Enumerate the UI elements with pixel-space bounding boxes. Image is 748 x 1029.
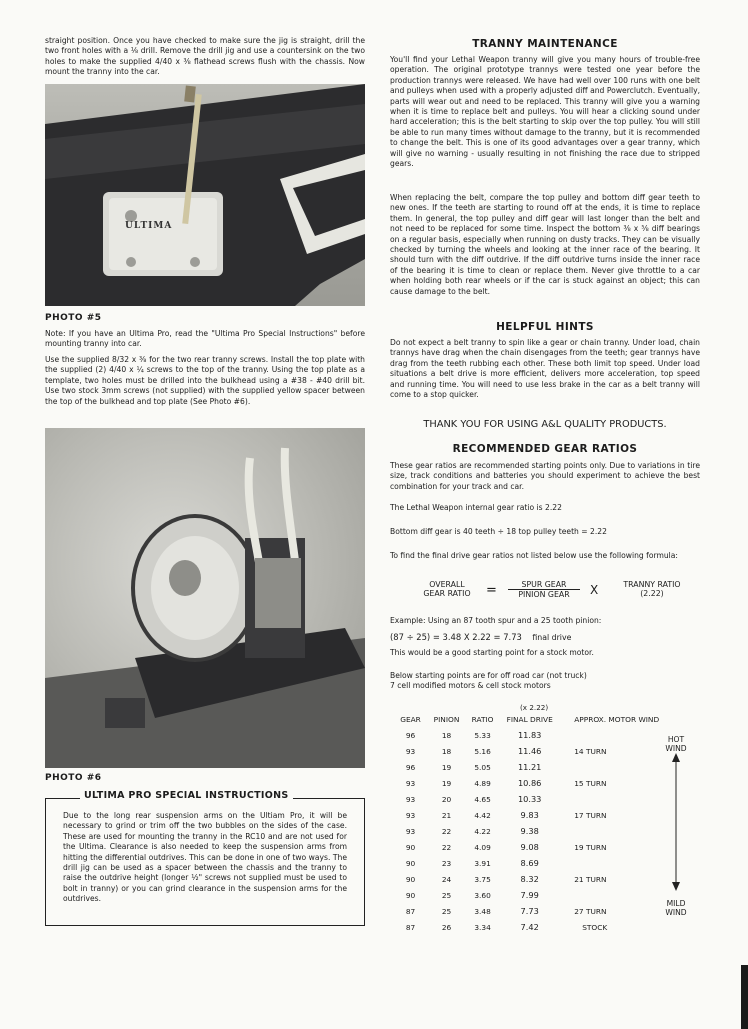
formula-tranny-ratio: TRANNY RATIO (623, 580, 681, 589)
formula-overall: OVERALL (429, 580, 465, 589)
pinion-cell: 18 (441, 730, 452, 740)
final-drive-cell: 7.42 (520, 922, 539, 932)
gear-ratios-intro: These gear ratios are recommended starting points only. Due to variations in tire size, track conditions and batteries you should experiment to achieve the best combination for your track and car. (390, 461, 700, 491)
motor-wind-cell (560, 759, 714, 775)
bottom-calc-line: Bottom diff gear is 40 teeth ÷ 18 top pulley teeth = 2.22 (390, 527, 607, 536)
final-drive-cell: 10.86 (517, 778, 542, 788)
below-note-2: 7 cell modified motors & cell stock motors (390, 681, 551, 690)
header-gear: GEAR (400, 714, 421, 724)
example-calc-value: (87 ÷ 25) = 3.48 X 2.22 = 7.73 (390, 632, 522, 642)
intro-paragraph: straight position. Once you have checked to make sure the jig is straight, drill the two front holes with a ⅛ drill. Remove the drill jig and use a countersink on the two holes to make the supplied 4/40 x ⅜ flathead screws flush with the chassis. Now mount the tranny into the car. (45, 36, 365, 77)
example-calc (390, 632, 571, 642)
photo-6 (45, 428, 365, 768)
mild-wind-top: MILD (666, 899, 686, 908)
motor-wind-cell (560, 791, 714, 807)
ratio-cell: 4.42 (474, 810, 491, 820)
final-drive-cell: 8.69 (520, 858, 539, 868)
special-instructions-title: ULTIMA PRO SPECIAL INSTRUCTIONS (80, 790, 293, 801)
example-calc-suffix: final drive (532, 633, 572, 642)
motor-wind-cell: 27 TURN (574, 906, 607, 916)
internal-ratio-line: The Lethal Weapon internal gear ratio is 2.22 (390, 503, 562, 512)
formula-pinion-gear: PINION GEAR (518, 590, 570, 599)
hot-wind-label (656, 735, 696, 753)
tranny-paragraph-1: You'll find your Lethal Weapon tranny will give you many hours of trouble-free operation. The original prototype trannys were tested one year before the production trannys were released. We have had well over 100 runs with one belt and pulleys when used with a properly adjusted diff and Powerclutch. Eventually, parts will wear out and need to be replaced. This tranny will give you a warning when it is time to replace belt and pulleys. You will hear a clicking sound under hard acceleration; this is the belt starting to skip over the top pulley. You will still be able to run many times without damage to the tranny, but it is recommended to change the belt. This is one of its good advantages over a gear tranny, which will give no warning - usually resulting in not finishing the race due to stripped gears. (390, 55, 700, 169)
formula-times: X (590, 583, 599, 597)
gear-cell: 87 (405, 922, 416, 932)
gear-cell: 93 (405, 746, 416, 756)
gear-cell: 87 (405, 906, 416, 916)
gear-cell: 93 (405, 778, 416, 788)
motor-wind-cell: 17 TURN (574, 810, 607, 820)
tranny-maintenance-title: TRANNY MAINTENANCE (472, 38, 618, 50)
gear-cell: 93 (405, 794, 416, 804)
pinion-cell: 20 (441, 794, 452, 804)
wind-arrow (666, 752, 686, 892)
hot-wind-bottom: WIND (665, 744, 687, 753)
gear-table-header (394, 711, 714, 727)
install-paragraph: Use the supplied 8/32 x ⅜ for the two rear tranny screws. Install the top plate with the supplied (2) 4/40 x ¼ screws to the top of the tranny. Using the top plate as a template, two holes must be drilled into the bulkhead using a #38 - #40 drill bit. Use two stock 3mm screws (not supplied) with the supplied yellow spacer between the top of the bulkhead and top plate (See Photo #6). (45, 355, 365, 406)
photo-5-caption: PHOTO #5 (45, 313, 102, 323)
ratio-cell: 4.22 (474, 826, 491, 836)
ratio-cell: 4.89 (474, 778, 491, 788)
pinion-cell: 22 (441, 826, 452, 836)
page-edge-strip (741, 965, 748, 1029)
gear-cell: 90 (405, 874, 416, 884)
header-ratio: RATIO (471, 714, 494, 724)
formula-spur-gear: SPUR GEAR (508, 580, 580, 590)
photo-6-image (45, 428, 365, 768)
ultima-badge: ULTIMA (125, 221, 173, 231)
formula-gear-ratio: GEAR RATIO (423, 589, 471, 598)
final-drive-cell: 11.83 (517, 730, 542, 740)
pinion-cell: 26 (441, 922, 452, 932)
motor-wind-cell (560, 855, 714, 871)
gear-ratios-title: RECOMMENDED GEAR RATIOS (452, 443, 638, 455)
final-drive-cell: 7.73 (520, 906, 539, 916)
stock-note: This would be a good starting point for a stock motor. (390, 648, 594, 657)
header-motor-wind: APPROX. MOTOR WIND (574, 714, 660, 724)
pinion-cell: 25 (441, 906, 452, 916)
mild-wind-label (656, 899, 696, 917)
gear-cell: 90 (405, 842, 416, 852)
ratio-cell: 5.16 (474, 746, 491, 756)
special-instructions-body: Due to the long rear suspension arms on the Ultiam Pro, it will be necessary to grind or trim off the two bubbles on the sides of the case. These are used for mounting the tranny in the RC10 and are not used for the Ultima. Clearance is also needed to keep the suspension arms from hitting the differential outdrives. This can be done in one of two ways. The drill jig can be used as a spacer between the chassis and the tranny to raise the outdrive height (longer ½" screws not supplied must be used to bolt in tranny) or you can grind clearance in the suspension arms for the outdrives. (63, 811, 347, 904)
motor-wind-cell (560, 823, 714, 839)
photo-5 (45, 84, 365, 306)
pinion-cell: 24 (441, 874, 452, 884)
ratio-cell: 5.33 (474, 730, 491, 740)
gear-cell: 90 (405, 858, 416, 868)
final-drive-cell: 9.83 (520, 810, 539, 820)
helpful-hints-title: HELPFUL HINTS (496, 321, 594, 333)
formula-equals: = (486, 583, 497, 598)
ratio-cell: 3.60 (474, 890, 491, 900)
header-final-drive: FINAL DRIVE (506, 714, 553, 724)
note-paragraph: Note: If you have an Ultima Pro, read the "Ultima Pro Special Instructions" before mounting tranny into car. (45, 329, 365, 349)
helpful-hints-paragraph: Do not expect a belt tranny to spin like a gear or chain tranny. Under load, chain trannys have drag when the chain disengages from the teeth; gear trannys have drag from the teeth rubbing each other. These both limit top speed. Under load situations a belt drive is more efficient, delivers more acceleration, top speed and running time. You will need to use less brake in the car as a belt tranny will come to a stop quicker. (390, 338, 700, 400)
photo-6-caption: PHOTO #6 (45, 773, 102, 783)
gear-cell: 90 (405, 890, 416, 900)
gear-cell: 96 (405, 762, 416, 772)
motor-wind-cell: 15 TURN (574, 778, 607, 788)
pinion-cell: 25 (441, 890, 452, 900)
gear-cell: 93 (405, 826, 416, 836)
ratio-cell: 3.75 (474, 874, 491, 884)
gear-table-row (394, 919, 714, 935)
gear-cell: 93 (405, 810, 416, 820)
motor-wind-cell: 21 TURN (574, 874, 607, 884)
final-drive-cell: 9.38 (520, 826, 539, 836)
final-drive-cell: 11.21 (517, 762, 542, 772)
ratio-cell: 3.48 (474, 906, 491, 916)
final-drive-cell: 9.08 (520, 842, 539, 852)
ratio-cell: 5.05 (474, 762, 491, 772)
formula (390, 578, 700, 608)
pinion-cell: 19 (441, 762, 452, 772)
motor-wind-cell: STOCK (582, 922, 608, 932)
pinion-cell: 18 (441, 746, 452, 756)
pinion-cell: 22 (441, 842, 452, 852)
header-pinion: PINION (433, 714, 460, 724)
motor-wind-cell: 14 TURN (574, 746, 607, 756)
pinion-cell: 23 (441, 858, 452, 868)
mild-wind-bottom: WIND (665, 908, 687, 917)
tranny-paragraph-2: When replacing the belt, compare the top pulley and bottom diff gear teeth to new ones. If the teeth are starting to round off at the ends, it is time to replace them. In general, the top pulley and diff gear will last longer than the belt and not need to be replaced for some time. Inspect the bottom ⅜ x ⅝ diff bearings on a regular basis, especially when running on dusty tracks. They can be visually checked by turning the wheels and looking at the inner race of the bearing. It should turn with the diff outdrive. If the diff outdrive turns inside the inner race of the bearing it is time to clean or replace them. Never give throttle to a car when holding both rear wheels or if the car is stuck against an object; this can cause damage to the belt. (390, 193, 700, 296)
x-note: (x 2.22) (520, 703, 549, 712)
final-drive-cell: 10.33 (517, 794, 542, 804)
gear-cell: 96 (405, 730, 416, 740)
below-note-1: Below starting points are for off road car (not truck) (390, 671, 587, 680)
find-final-line: To find the final drive gear ratios not listed below use the following formula: (390, 551, 678, 560)
final-drive-cell: 8.32 (520, 874, 539, 884)
ratio-cell: 3.91 (474, 858, 491, 868)
ratio-cell: 4.65 (474, 794, 491, 804)
motor-wind-cell: 19 TURN (574, 842, 607, 852)
ratio-cell: 3.34 (474, 922, 491, 932)
photo-5-image (45, 84, 365, 306)
final-drive-cell: 7.99 (520, 890, 539, 900)
thank-you-line: THANK YOU FOR USING A&L QUALITY PRODUCTS. (423, 419, 667, 430)
hot-wind-top: HOT (667, 735, 685, 744)
pinion-cell: 21 (441, 810, 452, 820)
ratio-cell: 4.09 (474, 842, 491, 852)
example-line: Example: Using an 87 tooth spur and a 25 tooth pinion: (390, 616, 602, 625)
formula-tranny-value: (2.22) (640, 589, 664, 598)
pinion-cell: 19 (441, 778, 452, 788)
final-drive-cell: 11.46 (517, 746, 542, 756)
